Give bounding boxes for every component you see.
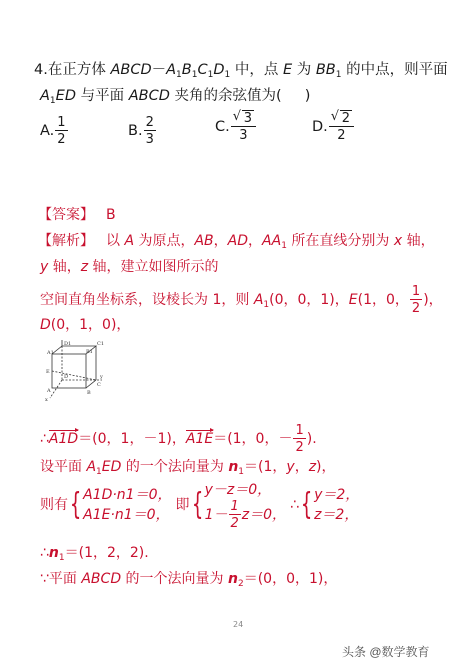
text: 2 [237, 579, 244, 589]
text: z [80, 259, 89, 275]
sqrt-symbol [233, 112, 254, 125]
text: D [40, 317, 51, 333]
text: ， [213, 233, 228, 249]
equation: y－z＝0， [204, 482, 272, 498]
question-number: 4. [34, 62, 48, 78]
fraction-denominator: 3 [239, 128, 248, 143]
fraction-numerator: 1 [57, 115, 66, 130]
text: x [393, 233, 403, 249]
text: B [181, 62, 192, 78]
text: z [308, 459, 317, 475]
text: ＝(1， [244, 459, 287, 475]
text: 1 [263, 300, 270, 310]
text: ED [55, 88, 76, 104]
text: ABCD [128, 88, 170, 104]
text: AA [262, 233, 282, 249]
text: (1，0，－ [227, 431, 293, 447]
text: 为原点， [134, 233, 195, 249]
text: n [48, 545, 59, 561]
text: 在正方体 [47, 62, 111, 78]
text: 轴，建立如图所示的 [88, 259, 219, 275]
fraction-numerator: 2 [341, 111, 351, 126]
text: )， [423, 292, 443, 308]
text: ABCD [110, 62, 152, 78]
cube-figure [44, 340, 104, 402]
text: A [253, 292, 264, 308]
text: E [348, 292, 358, 308]
left-brace: { [191, 487, 203, 523]
analysis-line-4 [40, 314, 130, 334]
equation: z＝2， [314, 507, 359, 524]
cube-front-face [52, 354, 86, 388]
analysis-line-9 [40, 568, 337, 589]
text: 1 [207, 70, 214, 80]
text: ＝ [213, 431, 228, 447]
label-a: A [47, 388, 51, 394]
text: 1 [191, 70, 198, 80]
fraction-numerator: 3 [243, 111, 253, 126]
text: AB [194, 233, 214, 249]
answer-line [38, 204, 116, 224]
text: 的一个法向量为 [121, 459, 229, 475]
text: ＝(1，2，2). [64, 545, 149, 561]
text: y [40, 259, 49, 275]
fraction-denominator: 2 [230, 516, 239, 532]
text: E [282, 62, 293, 78]
answer-value: B [106, 207, 116, 223]
answer-blank [282, 88, 305, 104]
text: 1－ [204, 507, 228, 524]
text: C [197, 62, 208, 78]
fraction-numerator: 1 [411, 284, 421, 299]
analysis-line-7 [40, 480, 359, 530]
analysis-line-2 [40, 256, 219, 276]
text: BB [315, 62, 336, 78]
text: n [228, 459, 239, 475]
vector-a1d: A1D [48, 431, 79, 447]
label-c1: C1 [97, 341, 104, 347]
question-line-1 [34, 58, 448, 80]
option-letter: D. [312, 119, 328, 135]
page-number: 24 [233, 620, 244, 629]
fraction-numerator: 1 [230, 499, 239, 515]
text: ED [101, 459, 122, 475]
question-line-2 [40, 84, 310, 106]
text: 所在直线分别为 [286, 233, 394, 249]
analysis-line-6 [40, 456, 336, 477]
text: 设平面 [40, 459, 87, 475]
text: (0，1，0)， [50, 317, 131, 333]
equation: A1D·n1＝0， [83, 486, 172, 503]
analysis-line-3 [40, 285, 443, 315]
option-d [312, 112, 355, 142]
text: )， [316, 459, 336, 475]
analysis-label: 【解析】 [38, 233, 94, 249]
fraction-denominator: 2 [411, 301, 421, 316]
text: AD [227, 233, 249, 249]
analysis-line-1 [38, 230, 435, 251]
fraction-numerator: 1 [295, 423, 304, 438]
option-letter: A. [40, 123, 55, 139]
text: ∴ [40, 431, 49, 447]
text: (0，0，1)， [269, 292, 349, 308]
text: 1 [224, 70, 231, 80]
label-y: y [100, 374, 103, 380]
text: － [151, 62, 167, 78]
text: ABCD [81, 571, 122, 587]
text: ) [304, 88, 311, 104]
fraction-denominator: 3 [145, 132, 154, 147]
label-b: B [87, 390, 91, 396]
option-letter: B. [128, 123, 143, 139]
text: 中，点 [230, 62, 283, 78]
text: n [228, 571, 238, 587]
label-d: D [64, 374, 69, 380]
text: ∴ [40, 545, 49, 561]
text: 空间直角坐标系，设棱长为 1，则 [40, 292, 254, 308]
text: 与平面 [75, 88, 129, 104]
text: (1，0， [357, 292, 409, 308]
label-d1: D1 [64, 341, 72, 347]
text: ). [306, 431, 317, 447]
option-c [215, 112, 257, 142]
text: ， [248, 233, 263, 249]
answer-label: 【答案】 [38, 207, 94, 223]
text: A [166, 62, 177, 78]
label-x: x [45, 397, 48, 402]
text: 1 [281, 241, 287, 251]
sqrt-symbol [331, 112, 352, 125]
text: A [40, 88, 50, 104]
text: ∵平面 [40, 571, 82, 587]
left-brace: { [300, 487, 313, 523]
text: z＝0， [241, 507, 287, 524]
text: 以 [106, 233, 125, 249]
label-e: E [46, 369, 50, 375]
text: ∴ [290, 497, 299, 514]
analysis-line-8 [40, 542, 149, 563]
segment-ed [52, 371, 96, 380]
vector-a1e: A1E [185, 431, 214, 447]
text: y [286, 459, 295, 475]
text: 轴， [402, 233, 435, 249]
text: 1 [96, 467, 102, 477]
text: ， [294, 459, 309, 475]
text: 1 [176, 70, 182, 80]
text: 的一个法向量为 [121, 571, 229, 587]
text: 1 [238, 467, 245, 477]
text: 的中点，则平面 [341, 62, 448, 78]
text: D [213, 62, 225, 78]
option-letter: C. [215, 119, 230, 135]
label-c: C [97, 382, 101, 388]
watermark: 头条 @数学教育 [342, 645, 430, 659]
cube-right-bottom-edge [86, 380, 96, 388]
text: 1 [49, 96, 56, 106]
text: 轴， [48, 259, 81, 275]
fraction-numerator: 2 [145, 115, 154, 130]
text: 1 [335, 70, 342, 80]
left-brace: { [69, 487, 82, 523]
analysis-line-5 [40, 424, 317, 454]
label-b1: B1 [86, 349, 93, 355]
equation: A1E·n1＝0， [83, 507, 170, 524]
text: A [86, 459, 97, 475]
label-a1: A1 [47, 350, 54, 356]
fraction-denominator: 2 [295, 440, 304, 455]
text: 1 [58, 553, 65, 563]
text: ＝(0，1，－1)， [78, 431, 186, 447]
text: 夹角的余弦值为( [169, 88, 282, 104]
text: ＝(0，0，1)， [243, 571, 338, 587]
equation: y＝2， [314, 486, 360, 503]
text: 即 [175, 497, 190, 514]
fraction-denominator: 2 [337, 128, 346, 143]
option-a [40, 116, 69, 146]
option-b [128, 116, 157, 146]
text: A [124, 233, 135, 249]
text: 则有 [40, 497, 68, 514]
text: 为 [292, 62, 316, 78]
fraction-denominator: 2 [57, 132, 66, 147]
